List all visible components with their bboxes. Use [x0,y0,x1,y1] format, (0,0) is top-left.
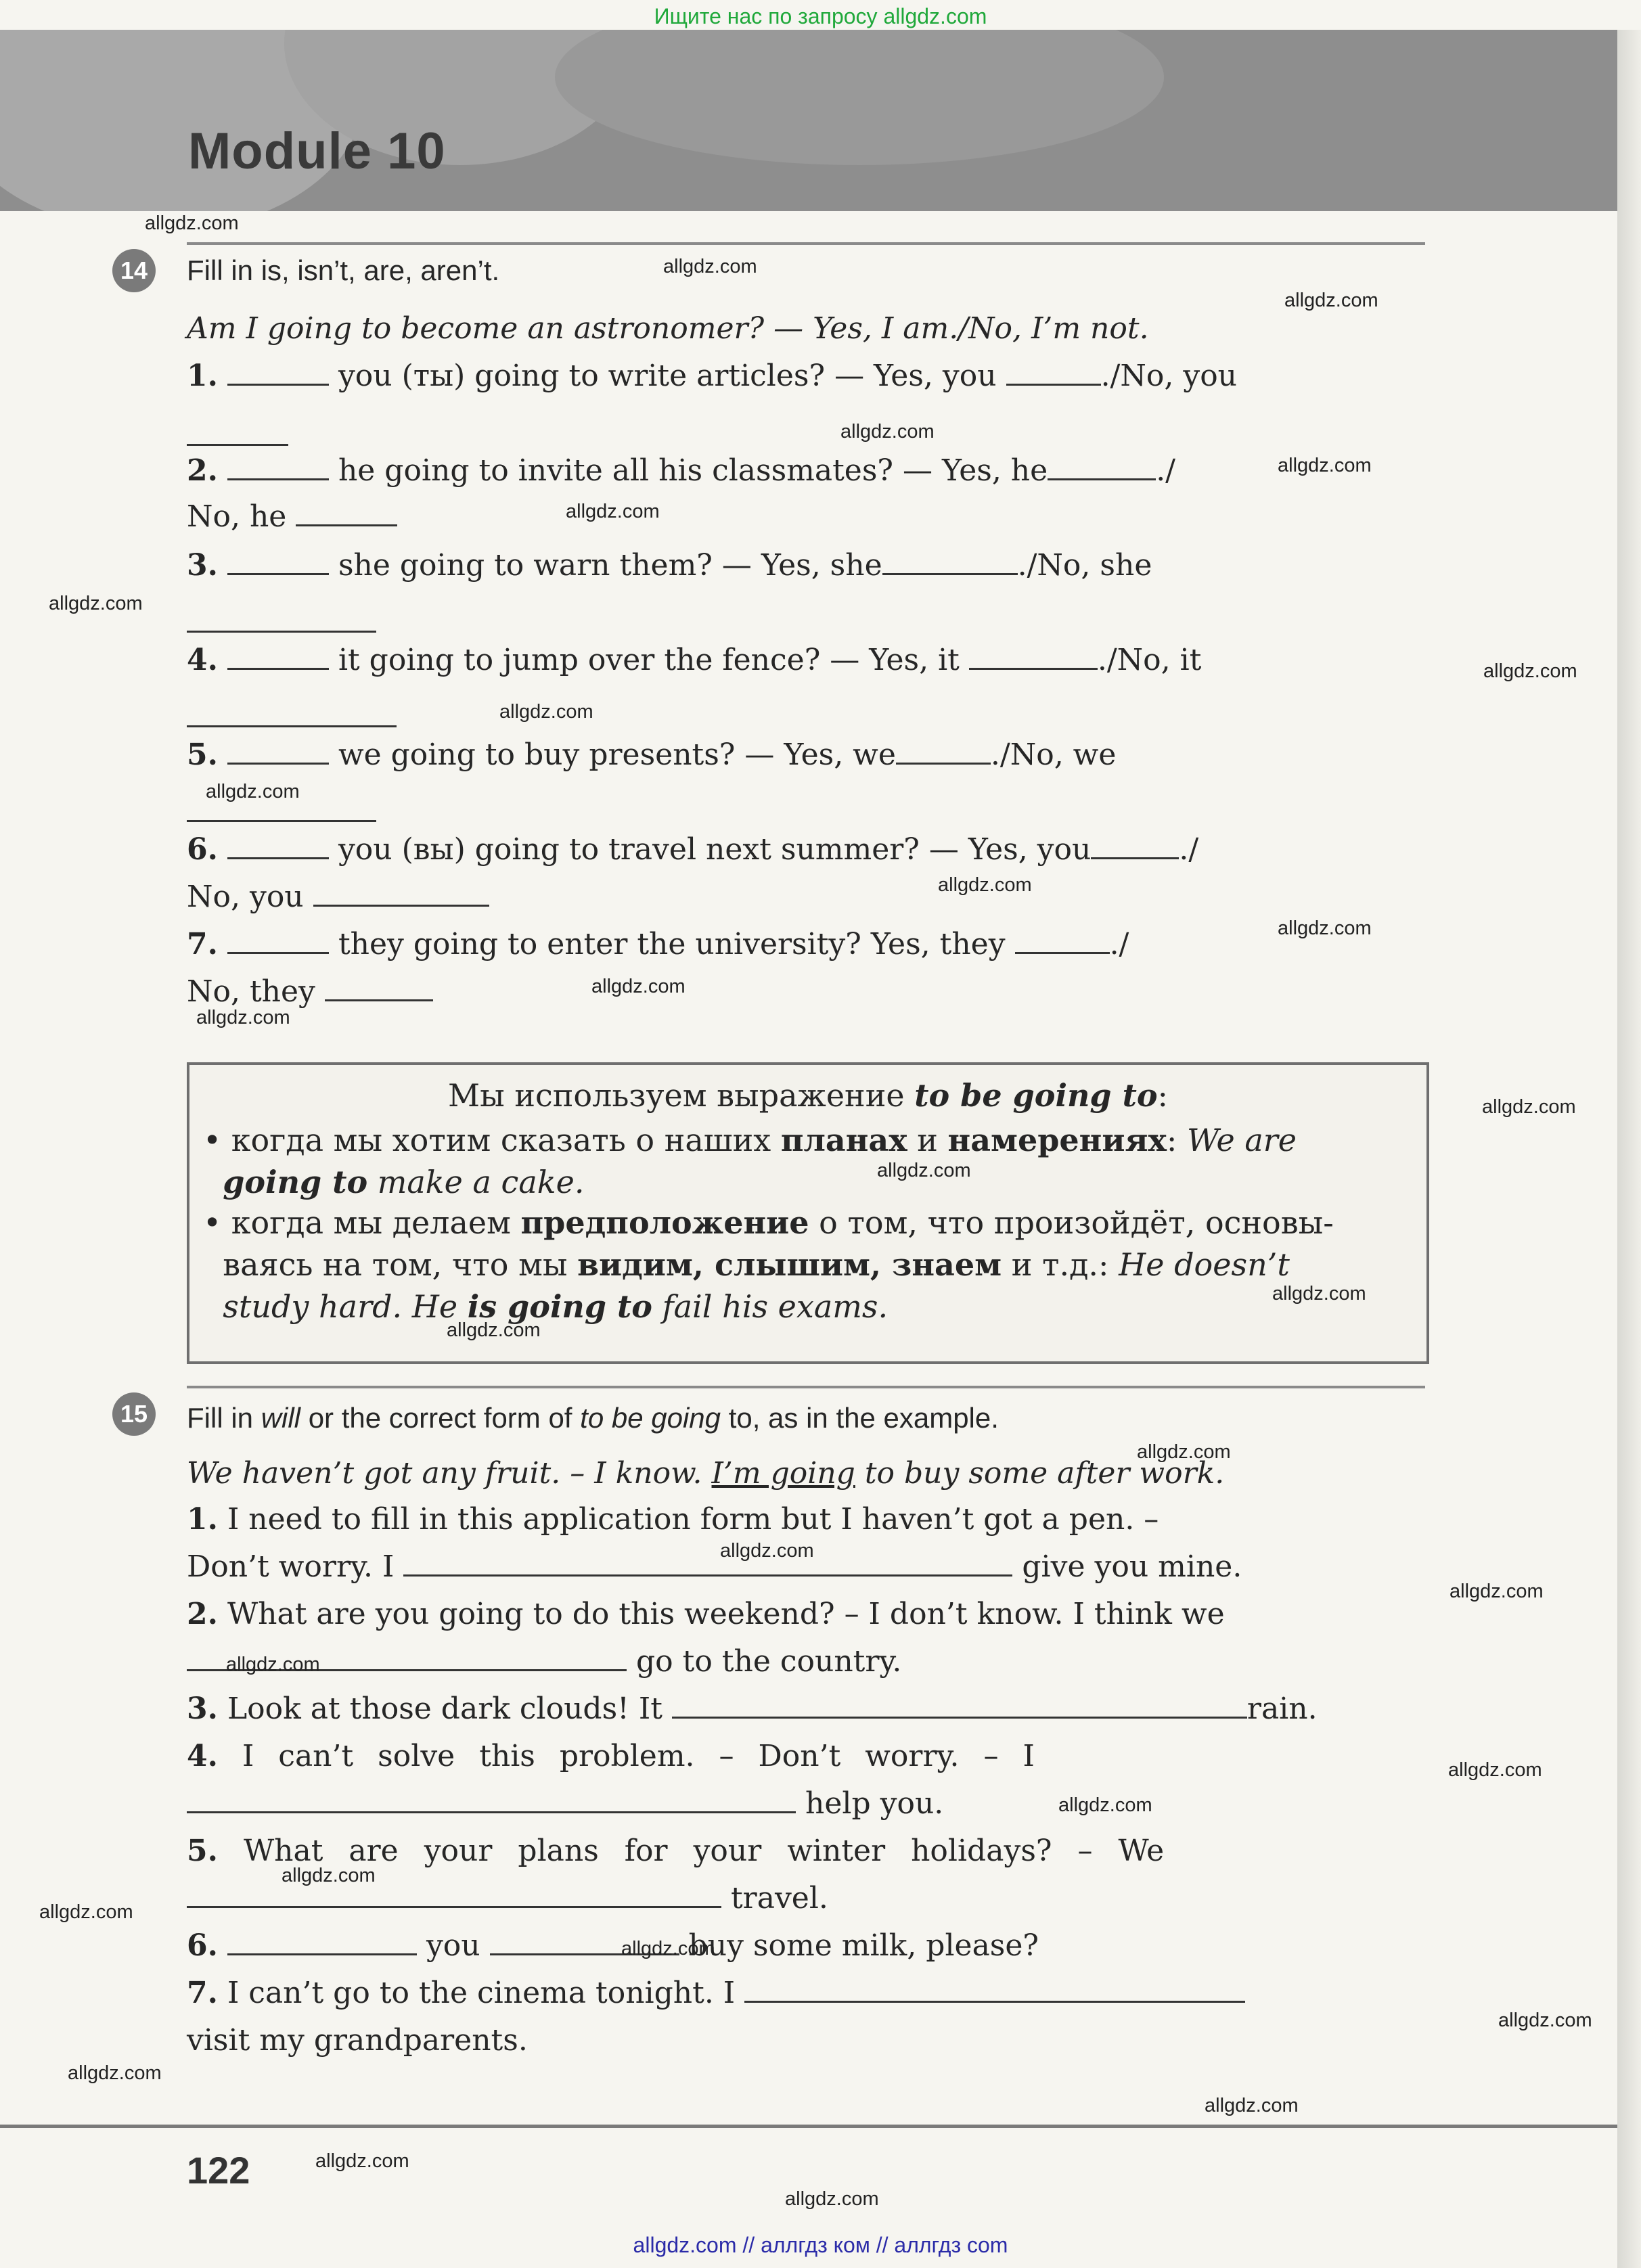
bullet-icon: • [203,1204,222,1241]
footer-divider [0,2125,1617,2128]
top-banner[interactable]: Ищите нас по запросу allgdz.com [654,4,987,28]
exercise-item: 6. you (вы) going to travel next summer? — Yes, you ./ [187,832,1199,867]
exercise-item: 2. What are you going to do this weekend? – I don’t know. I think we [187,1597,1225,1631]
watermark: allgdz.com [206,781,300,802]
module-header-band [0,30,1617,211]
exercise-number-badge: 14 [112,249,156,292]
answer-blank[interactable] [969,643,1098,670]
watermark: allgdz.com [1137,1441,1231,1463]
answer-blank[interactable] [1091,833,1179,859]
watermark: allgdz.com [196,1007,290,1028]
watermark: allgdz.com [1278,917,1372,939]
watermark: allgdz.com [840,421,935,443]
answer-blank[interactable] [882,549,1018,575]
answer-blank[interactable] [403,1550,1012,1577]
module-title: Module 10 [188,122,446,180]
exercise-item: 5. What are your plans for your winter holidays? – We [187,1834,1165,1868]
watermark: allgdz.com [1278,455,1372,476]
answer-blank[interactable] [187,606,376,633]
exercise-number-badge: 15 [112,1392,156,1436]
exercise-instruction: Fill in will or the correct form of to be going to, as in the example. [187,1402,999,1434]
watermark: allgdz.com [1448,1759,1542,1781]
answer-blank[interactable] [1006,359,1101,386]
watermark: allgdz.com [566,501,660,522]
watermark: allgdz.com [877,1160,971,1181]
answer-blank[interactable] [227,833,329,859]
watermark: allgdz.com [1483,660,1577,682]
exercise-item: 7. they going to enter the university? Yes, they ./ [187,927,1129,961]
answer-blank[interactable] [187,419,288,446]
exercise-item: 3. Look at those dark clouds! It rain. [187,1692,1318,1726]
watermark: allgdz.com [1482,1096,1576,1118]
exercise-item: help you. [187,1786,943,1821]
rule-title: Мы используем выражение to be going to: [447,1077,1168,1114]
watermark: allgdz.com [39,1901,133,1923]
exercise-item: go to the country. [187,1644,901,1679]
watermark: allgdz.com [282,1865,376,1886]
section-divider [187,242,1425,245]
answer-blank[interactable] [1048,454,1156,480]
watermark: allgdz.com [663,256,757,277]
exercise-item: 3. she going to warn them? — Yes, she ./No, she [187,548,1152,583]
watermark: allgdz.com [145,212,239,234]
watermark: allgdz.com [720,1540,814,1562]
answer-blank[interactable] [227,549,329,575]
exercise-instruction: Fill in is, isn’t, are, aren’t. [187,254,500,286]
watermark: allgdz.com [1272,1283,1366,1305]
exercise-item: No, you [187,880,489,914]
watermark: allgdz.com [591,976,685,997]
bottom-banner[interactable]: allgdz.com // аллгдз ком // аллгдз com [633,2233,1008,2257]
rule-bullet: • когда мы делаем предположение о том, что произойдёт, основы- ваясь на том, что мы видим, слышим, знаем и т.д.: He doesn’t study hard. He is going to fail his exams. [203,1204,1334,1325]
exercise-item: No, they [187,974,433,1009]
header-decoration [555,30,1164,165]
watermark: allgdz.com [315,2150,409,2172]
bullet-icon: • [203,1122,222,1158]
watermark: allgdz.com [68,2062,162,2084]
answer-blank[interactable] [313,880,489,907]
exercise-item: No, he [187,499,397,534]
answer-blank[interactable] [227,738,329,765]
watermark: allgdz.com [226,1654,320,1675]
exercise-item: 6. you buy some milk, please? [187,1928,1039,1963]
answer-blank[interactable] [227,359,329,386]
answer-blank[interactable] [1015,928,1110,954]
answer-blank[interactable] [227,643,329,670]
watermark: allgdz.com [785,2188,879,2210]
exercise-item: 1. I need to fill in this application form but I haven’t got a pen. – [187,1502,1159,1537]
example-line: We haven’t got any fruit. – I know. I’m going to buy some after work. [187,1456,1225,1491]
page-number: 122 [187,2149,250,2192]
exercise-item: 5. we going to buy presents? — Yes, we ./No, we [187,738,1117,772]
answer-blank[interactable] [744,1976,1245,2003]
exercise-item: 1. you (ты) going to write articles? — Yes, you ./No, you [187,359,1238,393]
answer-blank[interactable] [187,701,397,727]
exercise-item: Don’t worry. I give you mine. [187,1549,1242,1584]
answer-blank[interactable] [896,738,991,765]
watermark: allgdz.com [1498,2010,1592,2031]
answer-blank[interactable] [672,1692,1247,1719]
exercise-item: 4. it going to jump over the fence? — Yes, it ./No, it [187,643,1202,677]
exercise-item: visit my grandparents. [187,2023,528,2058]
exercise-item: travel. [187,1881,828,1915]
exercise-item: 2. he going to invite all his classmates? — Yes, he ./ [187,453,1175,488]
watermark: allgdz.com [499,701,593,723]
example-line: Am I going to become an astronomer? — Yes, I am./No, I’m not. [187,311,1149,346]
answer-blank[interactable] [325,975,433,1001]
answer-blank[interactable] [187,1882,721,1908]
answer-blank[interactable] [227,454,329,480]
answer-blank[interactable] [296,500,397,526]
answer-blank[interactable] [227,1929,417,1955]
watermark: allgdz.com [1205,2095,1299,2116]
watermark: allgdz.com [447,1319,541,1341]
watermark: allgdz.com [621,1938,715,1959]
page-binding-edge [1617,30,1641,2268]
watermark: allgdz.com [1058,1794,1152,1816]
exercise-item: 4. I can’t solve this problem. – Don’t worry. – I [187,1739,1035,1773]
watermark: allgdz.com [1284,290,1378,311]
answer-blank[interactable] [227,928,329,954]
exercise-item: 7. I can’t go to the cinema tonight. I [187,1976,1245,2010]
watermark: allgdz.com [1449,1581,1544,1602]
answer-blank[interactable] [187,1787,796,1813]
watermark: allgdz.com [938,874,1032,896]
watermark: allgdz.com [49,593,143,614]
section-divider [187,1386,1425,1388]
rule-bullet: • когда мы хотим сказать о наших планах и намерениях: We are going to make a cake. [203,1122,1297,1200]
